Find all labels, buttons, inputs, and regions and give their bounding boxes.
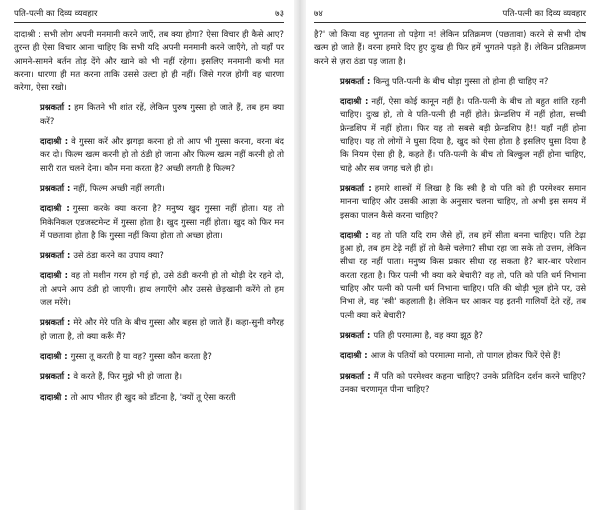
paragraph: प्रश्नकर्ता : नहीं, फिल्म अच्छी नहीं लगती। xyxy=(40,182,165,193)
speaker-label: प्रश्नकर्ता : xyxy=(340,75,371,86)
paragraph: प्रश्नकर्ता : उसे ठंडा करने का उपाय क्या? xyxy=(40,250,164,261)
right-page-body xyxy=(314,28,586,396)
speaker-label: प्रश्नकर्ता : xyxy=(40,102,72,113)
paragraph: प्रश्नकर्ता : किन्तु पति-पत्नी के बीच थोड़ा गुस्सा तो होना ही चाहिए न? xyxy=(340,75,549,86)
left-page-header xyxy=(14,0,284,23)
speaker-label: प्रश्नकर्ता : xyxy=(40,317,71,328)
paragraph: दादाश्री : सभी लोग अपनी मनमानी करने जाएँ, तब क्या होगा? ऐसा विचार ही कैसे आए? तुरन्त ही ऐसा विचार आना चाहिए कि सभी यदि अपनी मनमानी करने जाएँगे, तो यहाँ पर आमने-सामने बर्तन तोड़ देंगे और खाने को भी नहीं रहेगा। इसलिए मनमानी कभी मत करना। धारणा ही मत करना ताकि उससे उल्टा हो ही नहीं। जिसे गरज होगी वह धारणा करेगा, ऐसा रखो। xyxy=(14,29,284,93)
speaker-label: दादाश्री : xyxy=(40,270,68,281)
speaker-label: दादाश्री : xyxy=(340,229,369,240)
paragraph: प्रश्नकर्ता : मेरे और मेरे पति के बीच गुस्सा और बहस हो जाते हैं। कहा-सुनी वगैरह हो जाता है, तो क्या करूँ मैं? xyxy=(40,317,285,341)
right-page-header xyxy=(314,0,586,23)
paragraph: प्रश्नकर्ता : वे करते हैं, फिर मुझे भी हो जाता है। xyxy=(40,371,183,382)
speaker-label: दादाश्री : xyxy=(40,350,68,361)
left-page xyxy=(0,0,294,510)
paragraph: दादाश्री : नहीं, ऐसा कोई कानून नहीं है। पति-पत्नी के बीच तो बहुत शांति रहनी चाहिए। दुःख हो, तो वे पति-पत्नी ही नहीं होते। फ्रेन्डशिप में नहीं होता, सच्ची फ्रेन्डशिप में नहीं होता। फिर यह तो सबसे बड़ी फ्रेन्डशिप है!! यहाँ नहीं होना चाहिए। यह तो लोगों ने घुसा दिया है, खुद को ऐसा होता है इसलिए घुसा दिया है कि नियम ऐसा ही है, कहते हैं। पति-पत्नी के बीच तो बिल्कुल नहीं होना चाहिए, चाहे और सब जगह चले ही हो। xyxy=(340,96,586,173)
speaker-label: प्रश्नकर्ता : xyxy=(340,329,371,340)
left-running-title: पति-पत्नी का दिव्य व्यवहार xyxy=(14,9,98,19)
paragraph: प्रश्नकर्ता : हम कितने भी शांत रहें, लेकिन पुरुष गुस्सा हो जाते हैं, तब हम क्या करें? xyxy=(40,102,285,126)
paragraph: दादाश्री : गुस्सा तू करती है या वह? गुस्सा कौन करता है? xyxy=(40,350,212,361)
paragraph: दादाश्री : गुस्सा करके क्या करना है? मनुष्य खुद गुस्सा नहीं होता। यह तो मिकेनिकल एडजस्टमेन्ट में गुस्सा होता है। खुद गुस्सा नहीं होता। खुद को फिर मन में पछतावा होता है कि गुस्सा नहीं किया होता तो अच्छा होता। xyxy=(40,203,284,240)
right-running-title: पति-पत्नी का दिव्य व्यवहार xyxy=(502,9,586,19)
right-page-number: ७४ xyxy=(314,9,323,19)
paragraph: दादाश्री : वह तो मशीन गरम हो गई हो, उसे ठंडी करनी हो तो थोड़ी देर रहने दो, तो अपने आप ठंडी हो जाएगी। हाथ लगाएँगे और उससे छेड़खानी करेंगे तो हम जल मरेंगे। xyxy=(40,270,284,308)
speaker-label: दादाश्री : xyxy=(340,350,368,361)
paragraph: प्रश्नकर्ता : पति ही परमात्मा है, वह क्या झूठ है? xyxy=(340,329,483,340)
paragraph: दादाश्री : वह तो पति यदि राम जैसे हों, तब हमें सीता बनना चाहिए। पति टेढ़ा हुआ हो, तब हम टेढ़े नहीं हों तो कैसे चलेगा? सीधा रहा जा सके तो उत्तम, लेकिन सीधा रह नहीं पाता। मनुष्य किस प्रकार सीधा रह सकता है? बार-बार परेशान करता रहता है। फिर पत्नी भी क्या करे बेचारी? वह तो, पति को पति धर्म निभाना चाहिए और पत्नी को पत्नी धर्म निभाना चाहिए। पति की थोड़ी भूल होने पर, उसे निभा ले, वह 'स्त्री' कहलाती है। लेकिन घर आकर यह इतनी गालियाँ देते रहें, तब पत्नी क्या करे बेचारी? xyxy=(340,229,586,320)
speaker-label: दादाश्री : xyxy=(40,136,69,147)
right-page xyxy=(306,0,600,510)
speaker-label: दादाश्री : xyxy=(340,96,369,107)
speaker-label: प्रश्नकर्ता : xyxy=(340,182,372,193)
paragraph: दादाश्री : आज के पतियों को परमात्मा मानो, तो पागल होकर फिरें ऐसे हैं! xyxy=(340,350,561,361)
left-page-body xyxy=(14,28,284,404)
speaker-label: प्रश्नकर्ता : xyxy=(40,182,71,193)
speaker-label: प्रश्नकर्ता : xyxy=(40,371,71,382)
speaker-label: दादाश्री : xyxy=(40,203,70,214)
paragraph: प्रश्नकर्ता : हमारे शास्त्रों में लिखा है कि स्त्री है वो पति को ही परमेश्वर समान मानना चाहिए और उसकी आज्ञा के अनुसार चलना चाहिए, तो अभी इस समय में इसका पालन कैसे करना चाहिए? xyxy=(340,182,586,220)
speaker-label: प्रश्नकर्ता : xyxy=(340,370,371,381)
paragraph: प्रश्नकर्ता : मैं पति को परमेश्वर कहना चाहिए? उनके प्रतिदिन दर्शन करने चाहिए? उनका चरणामृत पीना चाहिए? xyxy=(340,370,586,394)
paragraph: दादाश्री : वे गुस्सा करें और झगड़ा करना हो तो आप भी गुस्सा करना, वरना बंद कर दो। फिल्म खत्म करनी हो तो ठंडी हो जाना और फिल्म खत्म नहीं करनी हो तो सारी रात चलने देना। कौन मना करता है? अच्छी लगती है फिल्म? xyxy=(40,136,284,173)
left-page-number: ७३ xyxy=(275,9,284,19)
paragraph: है?' जो किया वह भुगतना तो पड़ेगा न! लेकिन प्रतिक्रमण (पछतावा) करने से सभी दोष खत्म हो जाते हैं। वरना हमारे दिए हुए दुःख ही फिर हमें भुगतने पड़ते हैं। लेकिन प्रतिक्रमण करने से ज़रा ठंडा पड़ जाता है। xyxy=(314,29,586,66)
book-gutter xyxy=(294,0,306,510)
speaker-label: प्रश्नकर्ता : xyxy=(40,250,71,261)
paragraph: दादाश्री : तो आप भीतर ही खुद को डाँटना है, 'क्यों तू ऐसा करती xyxy=(40,391,236,402)
speaker-label: दादाश्री : xyxy=(40,391,68,402)
